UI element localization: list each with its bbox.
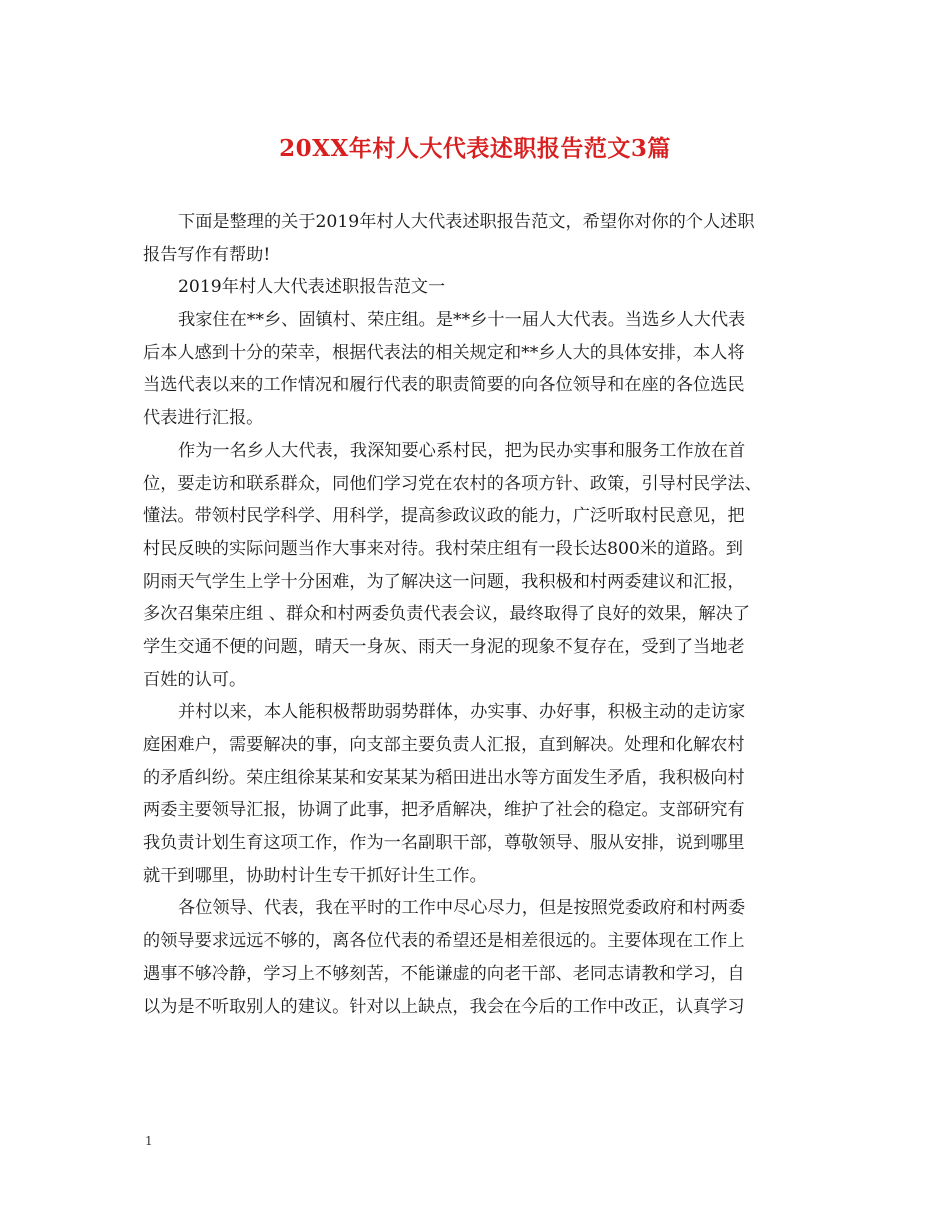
body-line: 我家住在**乡、固镇村、荣庄组。是**乡十一届人大代表。当选乡人大代表 <box>178 310 746 331</box>
body-line: 阴雨天气学生上学十分困难，为了解决这一问题，我积极和村两委建议和汇报， <box>143 571 745 592</box>
body-line: 学生交通不便的问题，晴天一身灰、雨天一身泥的现象不复存在，受到了当地老 <box>143 636 745 657</box>
page-number: 1 <box>145 1134 153 1148</box>
body-line: 代表进行汇报。 <box>143 408 264 429</box>
body-line: 当选代表以来的工作情况和履行代表的职责简要的向各位领导和在座的各位选民 <box>143 375 745 396</box>
body-line: 就干到哪里，协助村计生专干抓好计生工作。 <box>143 865 487 886</box>
body-line: 两委主要领导汇报，协调了此事，把矛盾解决，维护了社会的稳定。支部研究有 <box>143 800 745 821</box>
document-title: 20XX年村人大代表述职报告范文3篇 <box>279 135 671 162</box>
body-line: 懂法。带领村民学科学、用科学，提高参政议政的能力，广泛听取村民意见，把 <box>143 506 745 527</box>
body-line: 多次召集荣庄组 、群众和村两委负责代表会议，最终取得了良好的效果，解决了 <box>143 604 751 625</box>
body-line: 后本人感到十分的荣幸，根据代表法的相关规定和**乡人大的具体安排，本人将 <box>143 342 745 363</box>
body-line: 位，要走访和联系群众，同他们学习党在农村的各项方针、政策，引导村民学法、 <box>143 473 762 494</box>
body-line: 下面是整理的关于2019年村人大代表述职报告范文，希望你对你的个人述职 <box>178 212 755 232</box>
body-line: 我负责计划生育这项工作，作为一名副职干部，尊敬领导、服从安排，说到哪里 <box>143 833 745 854</box>
body-line: 村民反映的实际问题当作大事来对待。我村荣庄组有一段长达800米的道路。到 <box>143 538 743 559</box>
body-line: 的领导要求远远不够的，离各位代表的希望还是相差很远的。主要体现在工作上 <box>143 931 745 952</box>
body-line: 作为一名乡人大代表，我深知要心系村民，把为民办实事和服务工作放在首 <box>178 440 746 461</box>
body-line: 各位领导、代表，我在平时的工作中尽心尽力，但是按照党委政府和村两委 <box>178 898 746 919</box>
body-line: 庭困难户，需要解决的事，向支部主要负责人汇报，直到解决。处理和化解农村 <box>143 735 745 755</box>
body-line: 报告写作有帮助! <box>143 244 271 265</box>
body-line: 遇事不够冷静，学习上不够刻苦，不能谦虚的向老干部、老同志请教和学习，自 <box>143 963 745 984</box>
body-line: 的矛盾纠纷。荣庄组徐某某和安某某为稻田进出水等方面发生矛盾，我积极向村 <box>143 767 745 788</box>
document-body <box>143 206 813 1023</box>
body-line: 以为是不听取别人的建议。针对以上缺点，我会在今后的工作中改正，认真学习 <box>143 996 745 1017</box>
body-line: 并村以来，本人能积极帮助弱势群体，办实事、办好事，积极主动的走访家 <box>178 702 746 723</box>
body-line: 百姓的认可。 <box>143 669 247 690</box>
section-heading: 2019年村人大代表述职报告范文一 <box>178 277 446 298</box>
